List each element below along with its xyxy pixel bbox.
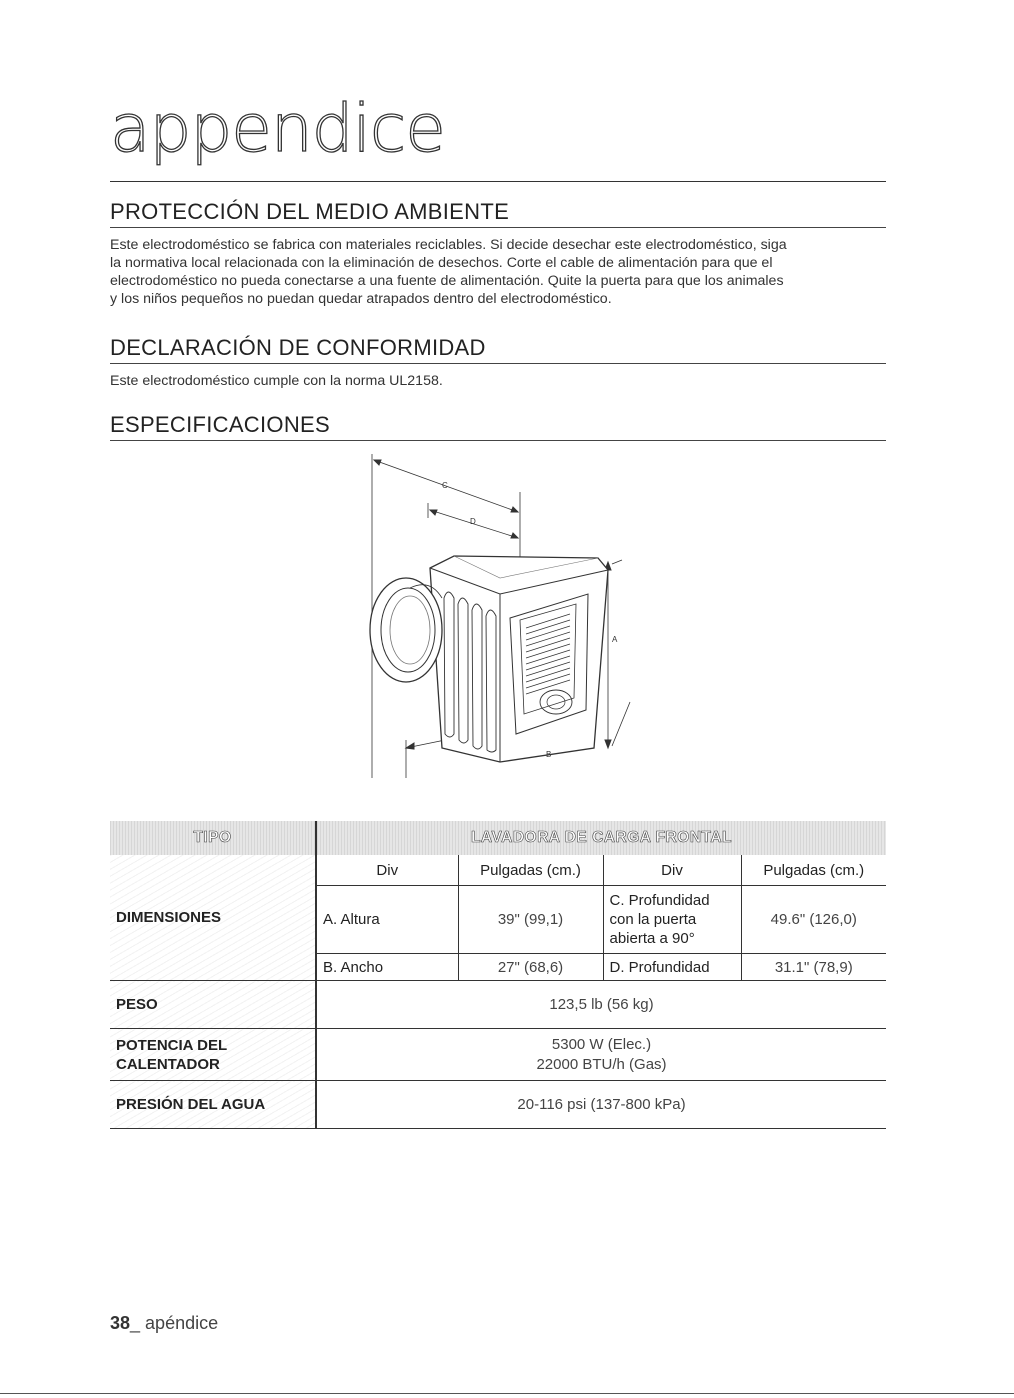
potencia-value-line: 22000 BTU/h (Gas) xyxy=(536,1055,667,1073)
label-peso: PESO xyxy=(110,981,316,1029)
potencia-value xyxy=(316,1029,886,1081)
paragraph-line: y los niños pequeños no puedan quedar atrapados dentro del electrodoméstico. xyxy=(110,291,612,307)
subheader-pulgadas: Pulgadas (cm.) xyxy=(458,855,603,886)
table-row-presion xyxy=(110,1081,886,1129)
paragraph-line: Este electrodoméstico se fabrica con materiales reciclables. Si decide desechar este electrodoméstico, siga xyxy=(110,237,787,253)
section-declaracion xyxy=(110,335,886,390)
subheader-pulgadas: Pulgadas (cm.) xyxy=(741,855,886,886)
heading-especificaciones: ESPECIFICACIONES xyxy=(110,412,330,437)
peso-value: 123,5 lb (56 kg) xyxy=(316,981,886,1029)
appendix-title: appendice xyxy=(110,90,445,167)
subheader-div: Div xyxy=(603,855,741,886)
prof-puerta-label xyxy=(603,886,741,954)
header-model: LAVADORA DE CARGA FRONTAL xyxy=(316,821,886,855)
label-presion: PRESIÓN DEL AGUA xyxy=(110,1081,316,1129)
prof-puerta-line: con la puerta xyxy=(609,911,697,928)
paragraph-line: electrodoméstico no pueda conectarse a una fuente de alimentación. Quite la puerta para que los animales xyxy=(110,273,784,289)
heading-rule xyxy=(110,440,886,441)
potencia-label-line: CALENTADOR xyxy=(116,1055,220,1073)
washer-door xyxy=(370,578,442,682)
label-potencia xyxy=(110,1029,316,1081)
table-subheader-row xyxy=(110,855,886,886)
ancho-label: B. Ancho xyxy=(316,954,458,981)
altura-value: 39" (99,1) xyxy=(458,886,603,954)
heading-rule xyxy=(110,227,886,228)
prof-value: 31.1" (78,9) xyxy=(741,954,886,981)
presion-value: 20-116 psi (137-800 kPa) xyxy=(316,1081,886,1129)
prof-puerta-line: C. Profundidad xyxy=(609,892,710,909)
title-rule xyxy=(110,181,886,182)
label-c: C xyxy=(442,481,448,490)
potencia-label-line: POTENCIA DEL xyxy=(116,1036,228,1054)
label-d: D xyxy=(470,517,476,526)
paragraph-proteccion xyxy=(110,236,886,308)
table-row-potencia xyxy=(110,1029,886,1081)
page-number: 38 xyxy=(110,1313,131,1333)
heading-declaracion: DECLARACIÓN DE CONFORMIDAD xyxy=(110,335,486,360)
washer-body xyxy=(430,556,608,762)
paragraph-line: la normativa local relacionada con la eliminación de desechos. Corte el cable de alimentación para que el xyxy=(110,255,773,271)
page-footer xyxy=(110,1313,218,1334)
potencia-value-line: 5300 W (Elec.) xyxy=(551,1035,652,1053)
altura-label: A. Altura xyxy=(316,886,458,954)
page-label: _ apéndice xyxy=(130,1313,219,1333)
section-especificaciones xyxy=(110,412,886,441)
prof-puerta-value: 49.6" (126,0) xyxy=(741,886,886,954)
spec-table xyxy=(110,821,886,1129)
ancho-value: 27" (68,6) xyxy=(458,954,603,981)
header-tipo: TIPO xyxy=(110,821,316,855)
prof-label: D. Profundidad xyxy=(603,954,741,981)
subheader-div: Div xyxy=(376,861,399,879)
label-a: A xyxy=(612,635,618,644)
prof-puerta-line: abierta a 90° xyxy=(609,930,695,947)
label-b: B xyxy=(546,750,552,759)
heading-proteccion: PROTECCIÓN DEL MEDIO AMBIENTE xyxy=(110,199,510,224)
section-proteccion xyxy=(110,199,886,308)
heading-rule xyxy=(110,363,886,364)
table-header-row xyxy=(110,821,886,855)
washer-dimension-diagram xyxy=(350,448,650,798)
paragraph-declaracion: Este electrodoméstico cumple con la norma UL2158. xyxy=(110,373,443,389)
bottom-rule xyxy=(0,1393,1014,1394)
label-dimensiones: DIMENSIONES xyxy=(110,855,316,981)
table-row-peso xyxy=(110,981,886,1029)
